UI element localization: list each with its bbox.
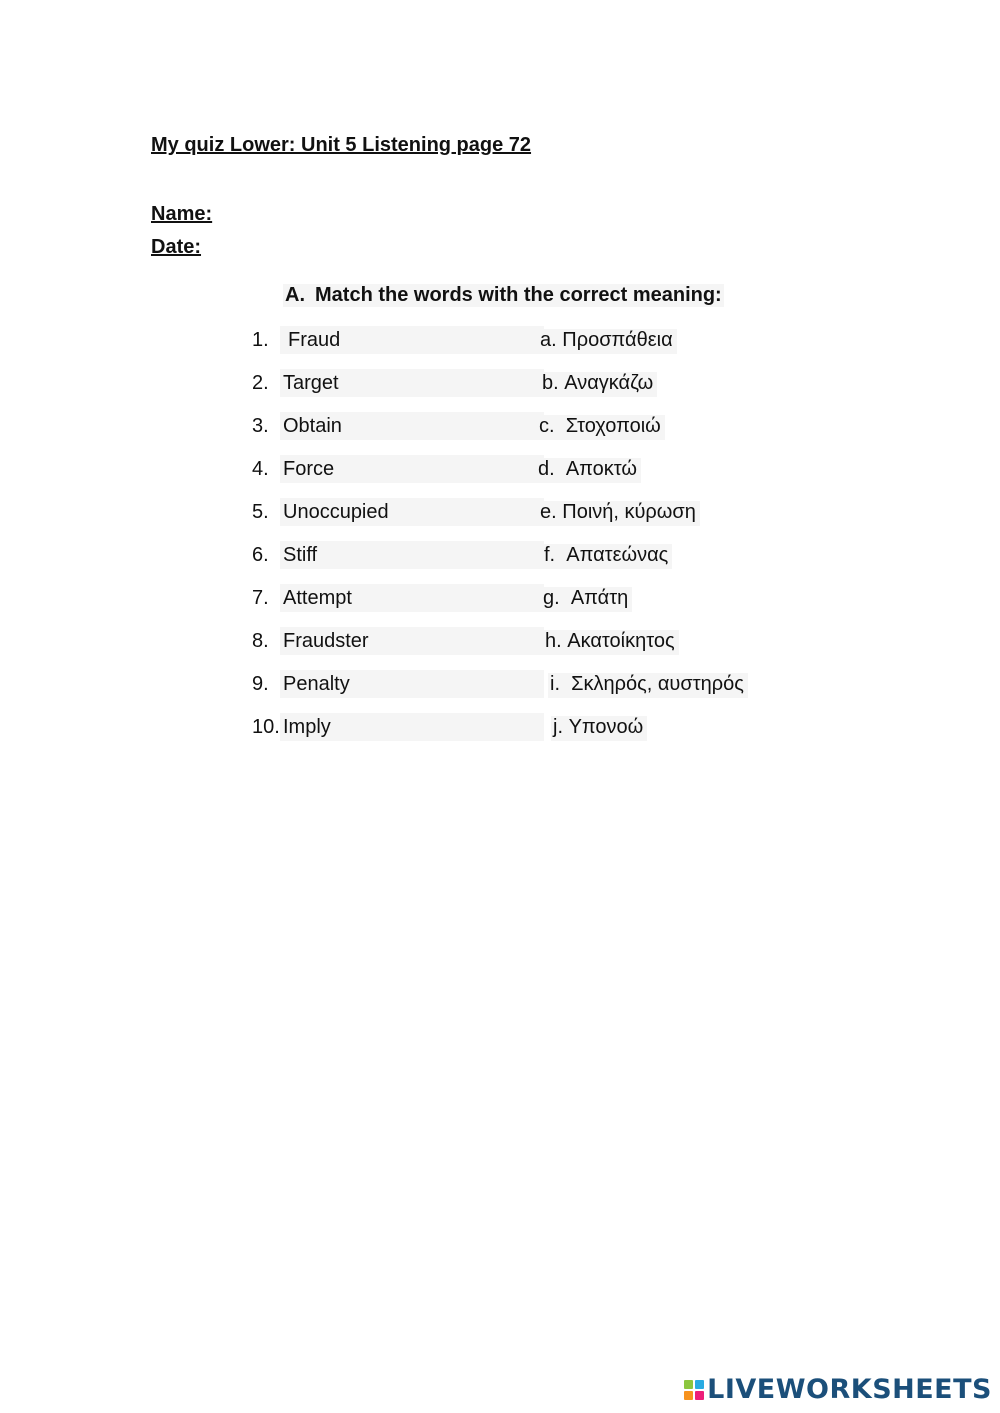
section-letter: A. bbox=[285, 284, 305, 306]
logo-text: LIVEWORKSHEETS bbox=[707, 1374, 992, 1405]
meaning-text: Απατεώνας bbox=[566, 544, 669, 566]
logo-squares-icon bbox=[684, 1380, 704, 1400]
meaning-letter: e. bbox=[540, 501, 557, 523]
meaning-text: Απάτη bbox=[570, 587, 629, 609]
item-number: 4. bbox=[252, 458, 269, 480]
meaning-text: Σκληρός, αυστηρός bbox=[571, 673, 744, 695]
item-word: Attempt bbox=[283, 587, 352, 609]
meaning-text: Στοχοποιώ bbox=[565, 415, 661, 437]
meaning-text: Υπονοώ bbox=[568, 716, 644, 738]
list-item bbox=[0, 670, 1000, 700]
page-title: My quiz Lower: Unit 5 Listening page 72 bbox=[151, 134, 532, 156]
meaning-text: Αποκτώ bbox=[565, 458, 638, 480]
item-meaning bbox=[537, 415, 665, 440]
date-label: Date: bbox=[151, 236, 202, 258]
item-number: 7. bbox=[252, 587, 269, 609]
list-item bbox=[0, 326, 1000, 356]
meaning-letter: c. bbox=[539, 415, 555, 437]
item-meaning bbox=[538, 501, 700, 526]
meaning-letter: f. bbox=[544, 544, 556, 566]
meaning-letter: a. bbox=[540, 329, 557, 351]
item-meaning bbox=[536, 458, 641, 483]
item-meaning bbox=[542, 544, 672, 569]
item-word: Fraud bbox=[288, 329, 341, 351]
item-word: Unoccupied bbox=[283, 501, 389, 523]
item-number: 2. bbox=[252, 372, 269, 394]
word-highlight bbox=[280, 541, 544, 569]
item-number: 3. bbox=[252, 415, 269, 437]
liveworksheets-logo bbox=[684, 1374, 992, 1405]
item-word: Obtain bbox=[283, 415, 342, 437]
meaning-text: Αναγκάζω bbox=[564, 372, 654, 394]
list-item bbox=[0, 498, 1000, 528]
section-instruction: Match the words with the correct meaning: bbox=[315, 284, 722, 306]
name-label: Name: bbox=[151, 203, 213, 225]
logo-square-icon bbox=[684, 1380, 693, 1389]
list-item bbox=[0, 541, 1000, 571]
item-word: Fraudster bbox=[283, 630, 369, 652]
meaning-letter: h. bbox=[545, 630, 562, 652]
list-item bbox=[0, 412, 1000, 442]
logo-square-icon bbox=[695, 1391, 704, 1400]
item-number: 9. bbox=[252, 673, 269, 695]
meaning-letter: g. bbox=[543, 587, 560, 609]
meaning-letter: d. bbox=[538, 458, 555, 480]
meaning-text: Ποινή, κύρωση bbox=[562, 501, 696, 523]
meaning-letter: i. bbox=[550, 673, 560, 695]
list-item bbox=[0, 713, 1000, 743]
meaning-letter: b. bbox=[542, 372, 559, 394]
item-number: 5. bbox=[252, 501, 269, 523]
item-meaning bbox=[548, 673, 748, 698]
meaning-letter: j. bbox=[553, 716, 563, 738]
item-meaning bbox=[551, 716, 647, 741]
meaning-text: Προσπάθεια bbox=[562, 329, 673, 351]
item-number: 1. bbox=[252, 329, 269, 351]
list-item bbox=[0, 369, 1000, 399]
logo-square-icon bbox=[684, 1391, 693, 1400]
item-number: 10. bbox=[252, 716, 280, 738]
item-meaning bbox=[541, 587, 632, 612]
item-word: Penalty bbox=[283, 673, 350, 695]
item-number: 6. bbox=[252, 544, 269, 566]
item-number: 8. bbox=[252, 630, 269, 652]
item-word: Imply bbox=[283, 716, 331, 738]
item-meaning bbox=[540, 372, 657, 397]
list-item bbox=[0, 627, 1000, 657]
list-item bbox=[0, 455, 1000, 485]
logo-square-icon bbox=[695, 1380, 704, 1389]
item-word: Target bbox=[283, 372, 339, 394]
item-word: Stiff bbox=[283, 544, 318, 566]
section-heading bbox=[283, 284, 724, 307]
item-meaning bbox=[543, 630, 679, 655]
item-meaning bbox=[538, 329, 677, 354]
list-item bbox=[0, 584, 1000, 614]
meaning-text: Ακατοίκητος bbox=[567, 630, 675, 652]
item-word: Force bbox=[283, 458, 335, 480]
